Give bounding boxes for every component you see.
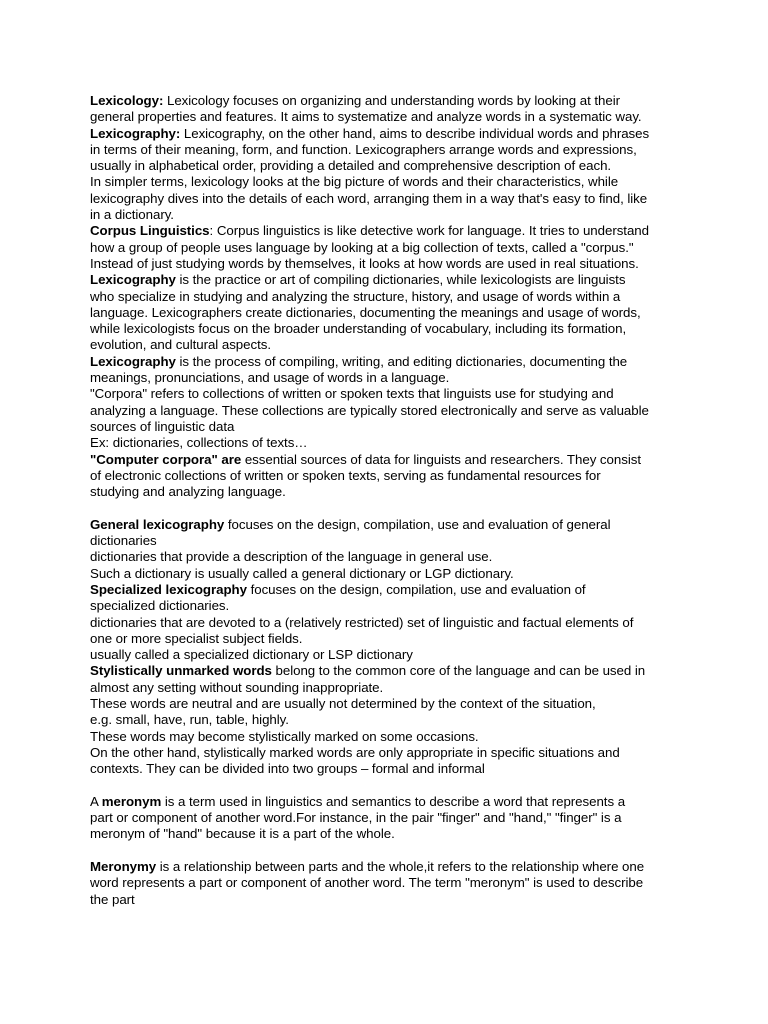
line-text: is a term used in linguistics and semantics to describe a word that represents a bbox=[161, 793, 626, 809]
line-text: in terms of their meaning, form, and function. Lexicographers arrange words and expressions, bbox=[90, 141, 637, 157]
line-text: one or more specialist subject fields. bbox=[90, 630, 303, 646]
text-line bbox=[90, 696, 698, 712]
text-line bbox=[90, 223, 698, 239]
line-text: On the other hand, stylistically marked words are only appropriate in specific situations and bbox=[90, 744, 620, 760]
line-text: Such a dictionary is usually called a general dictionary or LGP dictionary. bbox=[90, 565, 514, 581]
text-line bbox=[90, 403, 698, 419]
text-line bbox=[90, 468, 698, 484]
line-text: "Corpora" refers to collections of written or spoken texts that linguists use for studying and bbox=[90, 386, 614, 402]
text-line bbox=[90, 598, 698, 614]
bold-term: meronym bbox=[101, 793, 162, 809]
line-text: dictionaries bbox=[90, 533, 157, 549]
line-text: : Corpus linguistics is like detective work for language. It tries to understand bbox=[209, 223, 649, 239]
text-line bbox=[90, 289, 698, 305]
line-text: studying and analyzing language. bbox=[90, 484, 286, 500]
line-text: of electronic collections of written or spoken texts, serving as fundamental resources for bbox=[90, 467, 601, 483]
text-line bbox=[90, 729, 698, 745]
text-line bbox=[90, 859, 698, 875]
text-line bbox=[90, 875, 698, 891]
text-line bbox=[90, 582, 698, 598]
text-line bbox=[90, 517, 698, 533]
line-text: is the practice or art of compiling dictionaries, while lexicologists are linguists bbox=[175, 272, 626, 288]
text-line bbox=[90, 745, 698, 761]
text-line bbox=[90, 826, 698, 842]
text-line bbox=[90, 647, 698, 663]
text-line bbox=[90, 484, 698, 500]
line-text: dictionaries that provide a description of the language in general use. bbox=[90, 549, 493, 565]
paragraph-gap bbox=[90, 500, 698, 516]
line-text: focuses on the design, compilation, use and evaluation of bbox=[246, 581, 586, 597]
line-text: evolution, and cultural aspects. bbox=[90, 337, 271, 353]
text-line bbox=[90, 549, 698, 565]
text-line bbox=[90, 386, 698, 402]
text-line bbox=[90, 419, 698, 435]
line-text: who specialize in studying and analyzing the structure, history, and usage of words within a bbox=[90, 288, 621, 304]
text-line bbox=[90, 892, 698, 908]
bold-term: Lexicography bbox=[90, 353, 176, 369]
text-line bbox=[90, 533, 698, 549]
bold-term: Stylistically unmarked words bbox=[90, 663, 272, 679]
line-text: These words may become stylistically marked on some occasions. bbox=[90, 728, 479, 744]
text-line bbox=[90, 794, 698, 810]
line-text: lexicography dives into the details of each word, arranging them in a way that's easy to find, like bbox=[90, 190, 648, 206]
bold-term: Lexicology: bbox=[90, 93, 164, 108]
paragraph-gap bbox=[90, 777, 698, 793]
document-body bbox=[90, 93, 698, 908]
text-line bbox=[90, 272, 698, 288]
bold-term: Specialized lexicography bbox=[90, 581, 247, 597]
text-line bbox=[90, 321, 698, 337]
line-text: is the process of compiling, writing, and editing dictionaries, documenting the bbox=[175, 353, 628, 369]
line-text: Lexicography, on the other hand, aims to describe individual words and phrases bbox=[180, 125, 650, 141]
text-line bbox=[90, 435, 698, 451]
line-text: contexts. They can be divided into two groups – formal and informal bbox=[90, 761, 485, 777]
text-line bbox=[90, 240, 698, 256]
line-text: usually called a specialized dictionary or LSP dictionary bbox=[90, 647, 413, 663]
line-text: essential sources of data for linguists and researchers. They consist bbox=[241, 451, 641, 467]
text-line bbox=[90, 305, 698, 321]
text-line bbox=[90, 370, 698, 386]
text-line bbox=[90, 142, 698, 158]
text-line bbox=[90, 93, 698, 109]
line-text: sources of linguistic data bbox=[90, 418, 235, 434]
line-text: dictionaries that are devoted to a (relatively restricted) set of linguistic and factual elements of bbox=[90, 614, 634, 630]
line-text: in a dictionary. bbox=[90, 207, 174, 223]
line-text: Ex: dictionaries, collections of texts… bbox=[90, 435, 308, 451]
bold-term: "Computer corpora" are bbox=[90, 451, 242, 467]
line-text: Lexicology focuses on organizing and understanding words by looking at their bbox=[163, 93, 621, 108]
text-line bbox=[90, 191, 698, 207]
text-line bbox=[90, 158, 698, 174]
bold-term: Lexicography: bbox=[90, 125, 181, 141]
text-line bbox=[90, 680, 698, 696]
text-line bbox=[90, 174, 698, 190]
line-text: belong to the common core of the language and can be used in bbox=[271, 663, 646, 679]
text-line bbox=[90, 354, 698, 370]
bold-term: General lexicography bbox=[90, 516, 225, 532]
line-text: meronym of "hand" because it is a part of the whole. bbox=[90, 826, 395, 842]
line-text: These words are neutral and are usually not determined by the context of the situation, bbox=[90, 695, 596, 711]
text-line bbox=[90, 810, 698, 826]
text-line bbox=[90, 337, 698, 353]
line-text: usually in alphabetical order, providing a detailed and comprehensive description of each. bbox=[90, 158, 612, 174]
line-text: In simpler terms, lexicology looks at the big picture of words and their characteristics, while bbox=[90, 174, 619, 190]
text-line bbox=[90, 207, 698, 223]
line-text: e.g. small, have, run, table, highly. bbox=[90, 712, 289, 728]
line-text: almost any setting without sounding inappropriate. bbox=[90, 679, 384, 695]
line-text: meanings, pronunciations, and usage of words in a language. bbox=[90, 370, 450, 386]
text-line bbox=[90, 663, 698, 679]
line-text: how a group of people uses language by looking at a big collection of texts, called a "corpus." bbox=[90, 239, 634, 255]
bold-term: Meronymy bbox=[90, 858, 157, 874]
line-prefix: A bbox=[90, 793, 102, 809]
line-text: focuses on the design, compilation, use and evaluation of general bbox=[224, 516, 611, 532]
text-line bbox=[90, 615, 698, 631]
line-text: while lexicologists focus on the broader understanding of vocabulary, including its formation, bbox=[90, 321, 627, 337]
line-text: general properties and features. It aims to systematize and analyze words in a systematic way. bbox=[90, 109, 642, 125]
text-line bbox=[90, 761, 698, 777]
bold-term: Corpus Linguistics bbox=[90, 223, 210, 239]
line-text: part or component of another word.For instance, in the pair "finger" and "hand," "finger" is a bbox=[90, 810, 622, 826]
text-line bbox=[90, 566, 698, 582]
line-text: analyzing a language. These collections are typically stored electronically and serve as valuable bbox=[90, 402, 649, 418]
line-text: the part bbox=[90, 891, 135, 907]
line-text: word represents a part or component of another word. The term "meronym" is used to describe bbox=[90, 875, 644, 891]
text-line bbox=[90, 109, 698, 125]
bold-term: Lexicography bbox=[90, 272, 176, 288]
line-text: Instead of just studying words by themselves, it looks at how words are used in real situations. bbox=[90, 255, 639, 271]
text-line bbox=[90, 452, 698, 468]
text-line bbox=[90, 256, 698, 272]
line-text: is a relationship between parts and the whole,it refers to the relationship where one bbox=[156, 858, 645, 874]
paragraph-gap bbox=[90, 843, 698, 859]
text-line bbox=[90, 631, 698, 647]
text-line bbox=[90, 712, 698, 728]
text-line bbox=[90, 126, 698, 142]
line-text: language. Lexicographers create dictionaries, documenting the meanings and usage of words, bbox=[90, 304, 641, 320]
line-text: specialized dictionaries. bbox=[90, 598, 230, 614]
